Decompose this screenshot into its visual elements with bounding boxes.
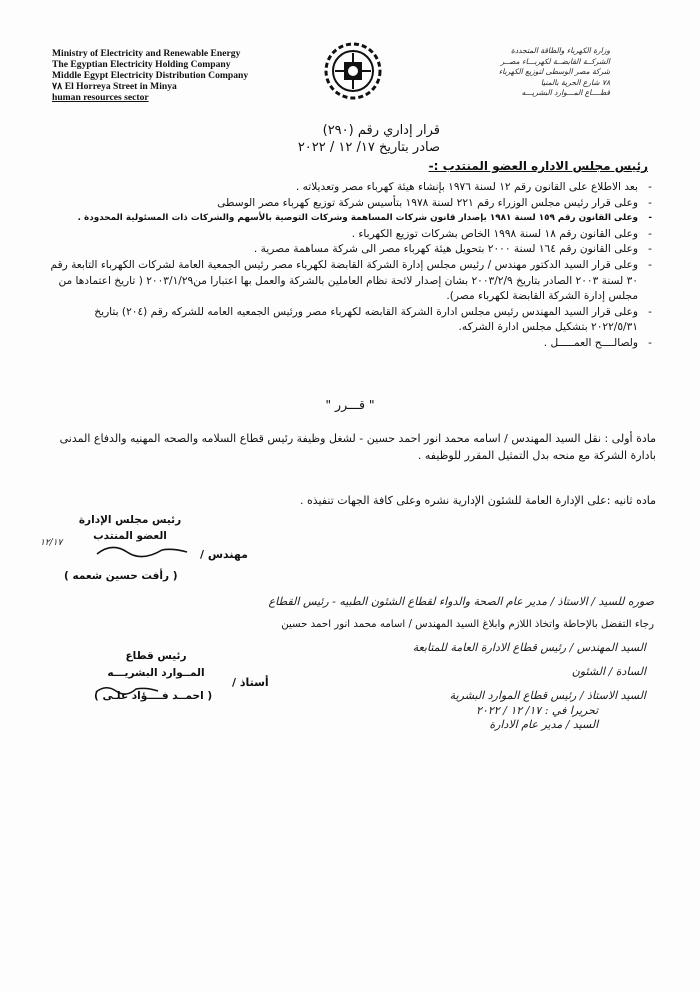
recital-item: - بعد الاطلاع على القانون رقم ١٢ لسنة ١٩٧٦ بإنشاء هيئة كهرباء مصر وتعديلاته . (295, 181, 652, 193)
decree-number: قرار إداري رقم (٢٩٠) (322, 123, 440, 138)
written-date: تحريرا في : ١٧/ ١٢ / ٢٠٢٢ (476, 704, 599, 717)
company-logo-icon (322, 40, 384, 102)
recital-item: - وعلى قرار السيد الدكتور مهندس / رئيس مجلس إدارة الشركة القابضة لكهرباء مصر رئيس الجمعية العامة لشركات الكهرباء التابعة رقم ٣٠ لسنة ٢٠٠٣ الصادر بتاريخ ٢٠٠٣/٢/٩ بشان إصدار لائحة نظام العاملين بالشركة والعمل بها اعتبارا من٢٠٠٣/١/٢٩ ( تاريخ اعتمادها من مجلس إدارة الشركة القابضة لكهرباء مصر). (50, 258, 652, 303)
hr-sector-signature-title (86, 648, 226, 682)
cc-list (413, 636, 646, 708)
hr-head-name: ( احمــد فــــؤاد علـى ) (94, 690, 213, 702)
sector-title-line: المــوارد البشريـــه (107, 667, 205, 679)
instruction-line: رجاء التفضل بالإحاطة واتخاذ اللازم وابلاغ السيد المهندس / اسامه محمد انور احمد حسين (281, 619, 654, 630)
written-on (476, 704, 598, 732)
copy-to-line: صوره للسيد / الاستاذ / مدير عام الصحة والدواء لقطاع الشئون الطبيه - رئيس القطاع (268, 595, 654, 608)
sector-title-line: رئيس قطاع (125, 650, 187, 662)
article-one: مادة أولى : نقل السيد المهندس / اسامه محمد انور احمد حسين - لشغل وظيفة رئيس قطاع السلامه والصحه المهنيه والدفاع المدنى بادارة الشركة مع منحه بدل التمثيل المقرر للوظيفه . (59, 432, 656, 462)
letterhead-line: Middle Egypt Electricity Distribution Company (52, 70, 249, 81)
signature-handwritten-date: ١٢/١٧ (40, 538, 63, 548)
letterhead-line: شركة مصر الوسطى لتوزيع الكهرباء (498, 67, 610, 76)
cc-item: السيد الاستاذ / رئيس قطاع الموارد البشرية (449, 689, 646, 702)
recital-item: - وعلى قرار السيد المهندس رئيس مجلس ادارة الشركة القابضه لكهرباء مصر ورئيس الجمعيه العامه للشركه رقم (٢٠٤) بتاريخ ٢٠٢٢/٥/٣١ بتشكيل مجلس ادارة الشركه. (94, 305, 652, 334)
letterhead-line: وزارة الكهرباء والطاقة المتجددة (510, 46, 610, 55)
letterhead-line: ٧٨ شارع الحرية بالمنيا (540, 77, 610, 87)
cc-item: السادة / الشئون (571, 665, 646, 678)
recital-item: - ولصالــــح العمـــــل . (543, 336, 652, 349)
letterhead-line: الشركــة القابضــة لكهربـــاء مصــر (500, 56, 610, 66)
recital-item: - وعلى القانون رقم ١٦٤ لسنة ٢٠٠٠ بتحويل هيئة كهرباء مصر الى شركة مساهمة مصرية . (253, 243, 652, 256)
signature-title-line: العضو المنتدب (93, 530, 167, 542)
letterhead-line: ٧٨ El Horreya Street in Minya (52, 81, 177, 92)
recital-item: - وعلى قرار رئيس مجلس الوزراء رقم ٢٢١ لسنة ١٩٧٨ بتأسيس شركة توزيع كهرباء مصر الوسطى (217, 196, 652, 209)
signature-title-line: رئيس مجلس الإدارة (78, 514, 182, 526)
recital-item: - وعلى القانون رقم ١٨ لسنة ١٩٩٨ الخاص بشركات توزيع الكهرباء . (351, 227, 652, 240)
engineer-label: مهندس / (200, 548, 248, 561)
letterhead-line: قطــــاع المـــوارد البشريـــه (521, 88, 610, 97)
recitals-list (48, 180, 652, 352)
letterhead-line: Ministry of Electricity and Renewable Energy (52, 48, 241, 59)
handwritten-signature-icon (92, 540, 192, 560)
recital-item: - وعلى القانون رقم ١٥٩ لسنة ١٩٨١ بإصدار قانون شركات المساهمة وشركات التوصية بالأسهم والشركات ذات المسئولية المحدودة . (77, 213, 652, 224)
letterhead-line: human resources sector (52, 92, 149, 103)
signatory-name: ( رأفت حسين شعمه ) (64, 570, 178, 582)
professor-label: أستاذ / (232, 676, 269, 689)
decree-title (298, 122, 440, 156)
arabic-letterhead (380, 46, 610, 99)
chairman-heading: رئيس مجلس الاداره العضو المنتدب :- (428, 159, 648, 173)
decree-date: صادر بتاريخ ١٧/ ١٢ / ٢٠٢٢ (297, 140, 440, 155)
decree-word: " قـــرر " (325, 397, 375, 412)
english-letterhead (52, 48, 262, 103)
cc-item: السيد المهندس / رئيس قطاع الادارة العامة للمتابعة (412, 641, 646, 654)
letterhead-line: The Egyptian Electricity Holding Company (52, 59, 231, 70)
written-by: السيد / مدير عام الادارة (489, 718, 599, 731)
article-two: ماده ثانيه :على الإدارة العامة للشئون الإدارية نشره وعلى كافة الجهات تنفيذه . (299, 494, 656, 507)
